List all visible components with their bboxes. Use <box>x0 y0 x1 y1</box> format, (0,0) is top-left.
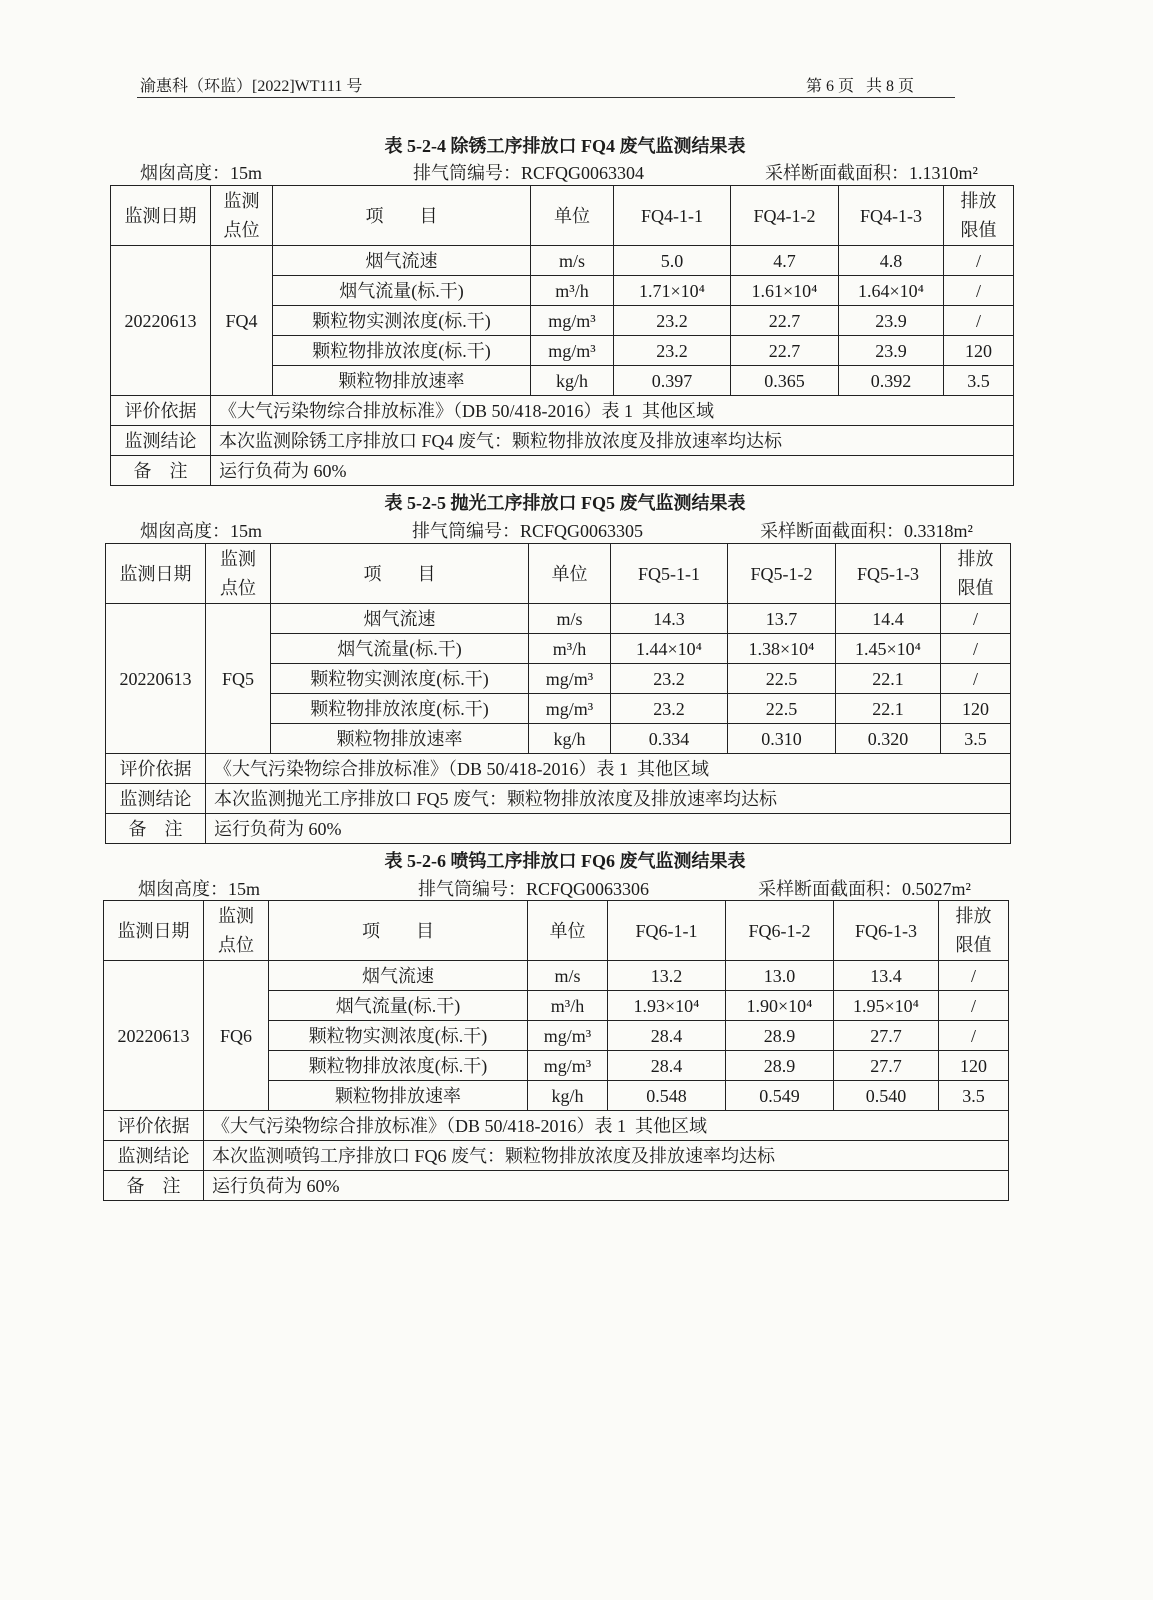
row-limit: / <box>939 961 1009 991</box>
row-value: 27.7 <box>834 1051 939 1081</box>
remark: 运行负荷为 60% <box>206 814 1011 844</box>
col-header-point-label: 监测点位 <box>219 548 256 598</box>
row-limit: / <box>939 991 1009 1021</box>
section-area: 采样断面截面积：0.3318m² <box>760 521 973 541</box>
row-item-label: 颗粒物排放速率 <box>271 724 529 754</box>
col-header-limit <box>939 901 1009 961</box>
row-value: 4.7 <box>731 246 839 276</box>
row-limit: 3.5 <box>944 366 1014 396</box>
row-value: 0.540 <box>834 1081 939 1111</box>
col-header-limit <box>944 186 1014 246</box>
row-value: 1.61×10⁴ <box>731 276 839 306</box>
col-header-sample: FQ5-1-2 <box>728 544 836 604</box>
row-value: 1.93×10⁴ <box>608 991 726 1021</box>
row-item-label: 颗粒物排放浓度(标.干) <box>273 336 531 366</box>
row-value: 13.2 <box>608 961 726 991</box>
row-item-label: 颗粒物实测浓度(标.干) <box>269 1021 528 1051</box>
page-indicator: 第 6 页 共 8 页 <box>806 78 915 95</box>
row-limit: / <box>941 634 1011 664</box>
evaluation-basis: 《大气污染物综合排放标准》（DB 50/418-2016）表 1 其他区域 <box>204 1111 1009 1141</box>
evaluation-basis: 《大气污染物综合排放标准》（DB 50/418-2016）表 1 其他区域 <box>206 754 1011 784</box>
row-value: 22.5 <box>728 694 836 724</box>
row-unit: m³/h <box>528 991 608 1021</box>
row-value: 22.7 <box>731 306 839 336</box>
row-value: 0.310 <box>728 724 836 754</box>
col-header-item: 项 目 <box>273 186 531 246</box>
col-header-sample: FQ4-1-1 <box>614 186 731 246</box>
section-area: 采样断面截面积：1.1310m² <box>765 163 978 183</box>
row-value: 1.44×10⁴ <box>611 634 728 664</box>
col-header-limit-label: 排放限值 <box>957 548 994 598</box>
table-title: 表 5-2-5 抛光工序排放口 FQ5 废气监测结果表 <box>384 493 746 513</box>
monitoring-point: FQ6 <box>204 961 269 1111</box>
col-header-sample: FQ4-1-2 <box>731 186 839 246</box>
row-item-label: 颗粒物实测浓度(标.干) <box>271 664 529 694</box>
col-header-date: 监测日期 <box>104 901 204 961</box>
row-value: 0.334 <box>611 724 728 754</box>
row-unit: m³/h <box>529 634 611 664</box>
col-header-item: 项 目 <box>271 544 529 604</box>
col-header-date: 监测日期 <box>106 544 206 604</box>
col-header-limit <box>941 544 1011 604</box>
col-header-item: 项 目 <box>269 901 528 961</box>
header-divider <box>137 97 955 98</box>
row-value: 22.1 <box>836 664 941 694</box>
row-unit: mg/m³ <box>529 664 611 694</box>
row-value: 28.4 <box>608 1051 726 1081</box>
row-value: 27.7 <box>834 1021 939 1051</box>
monitoring-point: FQ5 <box>206 604 271 754</box>
row-value: 23.2 <box>611 664 728 694</box>
col-header-sample: FQ5-1-3 <box>836 544 941 604</box>
row-item-label: 烟气流量(标.干) <box>271 634 529 664</box>
row-value: 1.95×10⁴ <box>834 991 939 1021</box>
monitoring-point: FQ4 <box>211 246 273 396</box>
conclusion-label: 监测结论 <box>106 784 206 814</box>
row-limit: / <box>941 664 1011 694</box>
monitoring-conclusion: 本次监测喷钨工序排放口 FQ6 废气：颗粒物排放浓度及排放速率均达标 <box>204 1141 1009 1171</box>
row-value: 22.7 <box>731 336 839 366</box>
stack-id: 排气筒编号：RCFQG0063306 <box>418 879 650 899</box>
evaluation-basis: 《大气污染物综合排放标准》（DB 50/418-2016）表 1 其他区域 <box>211 396 1014 426</box>
row-value: 1.38×10⁴ <box>728 634 836 664</box>
row-unit: mg/m³ <box>531 306 614 336</box>
row-value: 5.0 <box>614 246 731 276</box>
col-header-limit-label: 排放限值 <box>960 190 997 240</box>
document-number: 渝惠科（环监）[2022]WT111 号 <box>140 78 363 95</box>
monitoring-date: 20220613 <box>111 246 211 396</box>
conclusion-label: 监测结论 <box>104 1141 204 1171</box>
col-header-limit-label: 排放限值 <box>955 905 992 955</box>
row-value: 13.7 <box>728 604 836 634</box>
col-header-unit: 单位 <box>531 186 614 246</box>
row-value: 13.4 <box>834 961 939 991</box>
monitoring-conclusion: 本次监测除锈工序排放口 FQ4 废气：颗粒物排放浓度及排放速率均达标 <box>211 426 1014 456</box>
remark-label: 备 注 <box>104 1171 204 1201</box>
col-header-sample: FQ6-1-1 <box>608 901 726 961</box>
row-limit: / <box>944 306 1014 336</box>
row-value: 4.8 <box>839 246 944 276</box>
col-header-point <box>211 186 273 246</box>
col-header-sample: FQ6-1-2 <box>726 901 834 961</box>
row-unit: mg/m³ <box>531 336 614 366</box>
col-header-point <box>204 901 269 961</box>
row-value: 23.2 <box>611 694 728 724</box>
row-unit: m³/h <box>531 276 614 306</box>
monitoring-table-fq6 <box>103 900 1009 1201</box>
remark-label: 备 注 <box>111 456 211 486</box>
chimney-height: 烟囱高度：15m <box>140 163 263 183</box>
row-value: 0.392 <box>839 366 944 396</box>
col-header-point-label: 监测点位 <box>223 190 260 240</box>
basis-label: 评价依据 <box>104 1111 204 1141</box>
stack-id: 排气筒编号：RCFQG0063305 <box>412 521 644 541</box>
basis-label: 评价依据 <box>106 754 206 784</box>
conclusion-label: 监测结论 <box>111 426 211 456</box>
row-limit: / <box>939 1021 1009 1051</box>
row-unit: kg/h <box>531 366 614 396</box>
row-value: 0.397 <box>614 366 731 396</box>
col-header-point-label: 监测点位 <box>217 905 254 955</box>
row-unit: m/s <box>528 961 608 991</box>
row-value: 28.9 <box>726 1021 834 1051</box>
row-value: 1.45×10⁴ <box>836 634 941 664</box>
row-value: 28.9 <box>726 1051 834 1081</box>
col-header-point <box>206 544 271 604</box>
row-limit: 120 <box>939 1051 1009 1081</box>
row-item-label: 烟气流量(标.干) <box>273 276 531 306</box>
monitoring-conclusion: 本次监测抛光工序排放口 FQ5 废气：颗粒物排放浓度及排放速率均达标 <box>206 784 1011 814</box>
remark: 运行负荷为 60% <box>211 456 1014 486</box>
monitoring-table-fq5 <box>105 543 1011 844</box>
table-title: 表 5-2-4 除锈工序排放口 FQ4 废气监测结果表 <box>384 136 746 156</box>
row-unit: kg/h <box>528 1081 608 1111</box>
remark: 运行负荷为 60% <box>204 1171 1009 1201</box>
basis-label: 评价依据 <box>111 396 211 426</box>
row-value: 23.9 <box>839 306 944 336</box>
col-header-sample: FQ4-1-3 <box>839 186 944 246</box>
row-item-label: 烟气流速 <box>273 246 531 276</box>
row-limit: / <box>941 604 1011 634</box>
monitoring-table-fq4 <box>110 185 1014 486</box>
row-value: 0.548 <box>608 1081 726 1111</box>
row-unit: m/s <box>531 246 614 276</box>
row-item-label: 烟气流速 <box>269 961 528 991</box>
row-item-label: 颗粒物排放速率 <box>273 366 531 396</box>
row-value: 14.3 <box>611 604 728 634</box>
row-value: 1.90×10⁴ <box>726 991 834 1021</box>
row-limit: / <box>944 276 1014 306</box>
row-value: 13.0 <box>726 961 834 991</box>
col-header-unit: 单位 <box>529 544 611 604</box>
chimney-height: 烟囱高度：15m <box>138 879 261 899</box>
row-unit: mg/m³ <box>529 694 611 724</box>
row-item-label: 颗粒物实测浓度(标.干) <box>273 306 531 336</box>
remark-label: 备 注 <box>106 814 206 844</box>
row-limit: / <box>944 246 1014 276</box>
chimney-height: 烟囱高度：15m <box>140 521 263 541</box>
row-limit: 120 <box>944 336 1014 366</box>
monitoring-date: 20220613 <box>106 604 206 754</box>
col-header-unit: 单位 <box>528 901 608 961</box>
col-header-sample: FQ6-1-3 <box>834 901 939 961</box>
table-title: 表 5-2-6 喷钨工序排放口 FQ6 废气监测结果表 <box>384 851 746 871</box>
row-value: 23.2 <box>614 306 731 336</box>
row-unit: mg/m³ <box>528 1021 608 1051</box>
section-area: 采样断面截面积：0.5027m² <box>758 879 971 899</box>
row-item-label: 烟气流量(标.干) <box>269 991 528 1021</box>
row-value: 1.71×10⁴ <box>614 276 731 306</box>
row-value: 23.9 <box>839 336 944 366</box>
row-value: 14.4 <box>836 604 941 634</box>
row-unit: mg/m³ <box>528 1051 608 1081</box>
row-item-label: 颗粒物排放浓度(标.干) <box>269 1051 528 1081</box>
row-limit: 3.5 <box>939 1081 1009 1111</box>
row-value: 22.1 <box>836 694 941 724</box>
row-limit: 3.5 <box>941 724 1011 754</box>
row-value: 22.5 <box>728 664 836 694</box>
row-value: 23.2 <box>614 336 731 366</box>
row-value: 1.64×10⁴ <box>839 276 944 306</box>
row-value: 0.320 <box>836 724 941 754</box>
row-value: 0.365 <box>731 366 839 396</box>
monitoring-date: 20220613 <box>104 961 204 1111</box>
row-value: 0.549 <box>726 1081 834 1111</box>
row-unit: kg/h <box>529 724 611 754</box>
stack-id: 排气筒编号：RCFQG0063304 <box>413 163 645 183</box>
row-limit: 120 <box>941 694 1011 724</box>
row-item-label: 颗粒物排放浓度(标.干) <box>271 694 529 724</box>
row-unit: m/s <box>529 604 611 634</box>
row-item-label: 颗粒物排放速率 <box>269 1081 528 1111</box>
row-value: 28.4 <box>608 1021 726 1051</box>
col-header-sample: FQ5-1-1 <box>611 544 728 604</box>
col-header-date: 监测日期 <box>111 186 211 246</box>
row-item-label: 烟气流速 <box>271 604 529 634</box>
